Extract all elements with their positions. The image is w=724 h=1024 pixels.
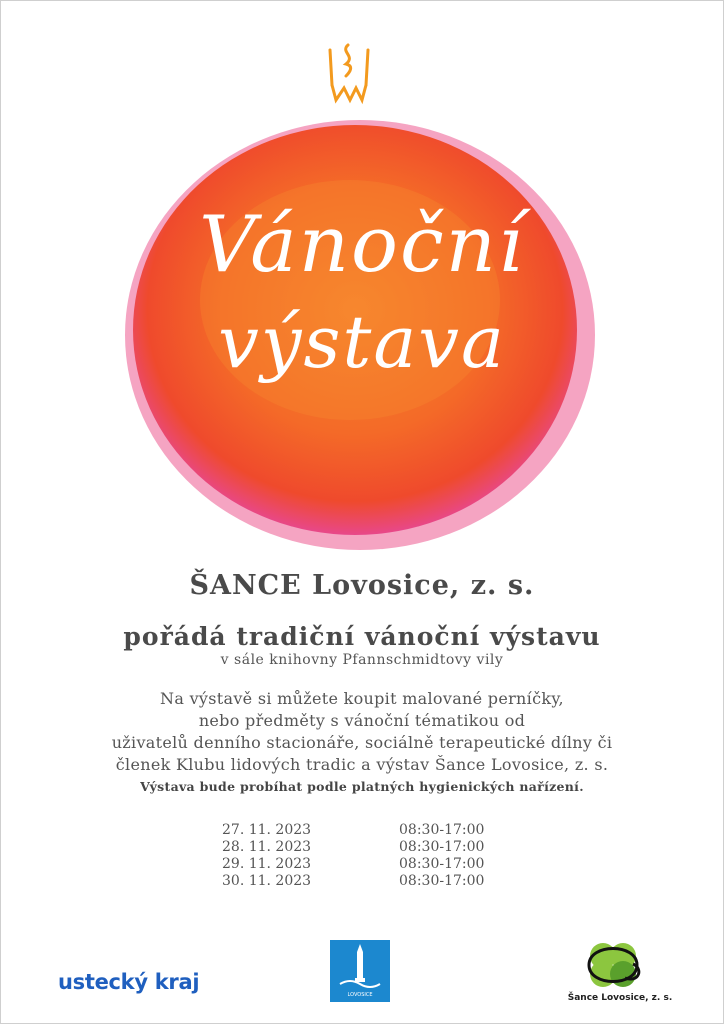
lovosice-city-logo [330,940,390,1002]
schedule-date: 30. 11. 2023 [222,873,312,889]
description-line: Na výstavě si můžete koupit malované perníčky, [160,689,564,708]
event-venue: v sále knihovny Pfannschmidtovy vily [220,652,504,668]
title-line-1: Vánoční [199,200,525,290]
description-line: členek Klubu lidových tradic a výstav Šance Lovosice, z. s. [115,755,609,774]
description-line: uživatelů denního stacionáře, sociálně terapeutické dílny či [111,733,613,752]
schedule-time: 08:30-17:00 [399,839,485,855]
event-headline: pořádá tradiční vánoční výstavu [123,622,601,651]
lovosice-logo-label: LOVOSICE [347,992,373,998]
schedule-time: 08:30-17:00 [399,822,485,838]
description-line: nebo předměty s vánoční tématikou od [198,711,526,730]
title-line-2: výstava [218,300,506,384]
schedule-date: 27. 11. 2023 [222,822,312,838]
schedule-time: 08:30-17:00 [399,856,485,872]
schedule-date: 29. 11. 2023 [222,856,312,872]
schedule-date: 28. 11. 2023 [222,839,312,855]
schedule-row [222,856,522,873]
sance-logo-label: Šance Lovosice, z. s. [567,993,673,1003]
candle-icon [330,45,368,100]
schedule-row [222,839,522,856]
schedule-row [222,822,522,839]
clover-icon [565,938,675,993]
schedule-table [222,822,522,890]
organizer-name: ŠANCE Lovosice, z. s. [189,570,535,601]
schedule-row [222,873,522,890]
hygiene-notice: Výstava bude probíhat podle platných hygienických nařízení. [140,779,584,794]
ustecky-kraj-logo: ustecký kraj [58,970,200,994]
schedule-time: 08:30-17:00 [399,873,485,889]
event-description [0,688,724,776]
sance-lovosice-logo [565,938,675,1008]
